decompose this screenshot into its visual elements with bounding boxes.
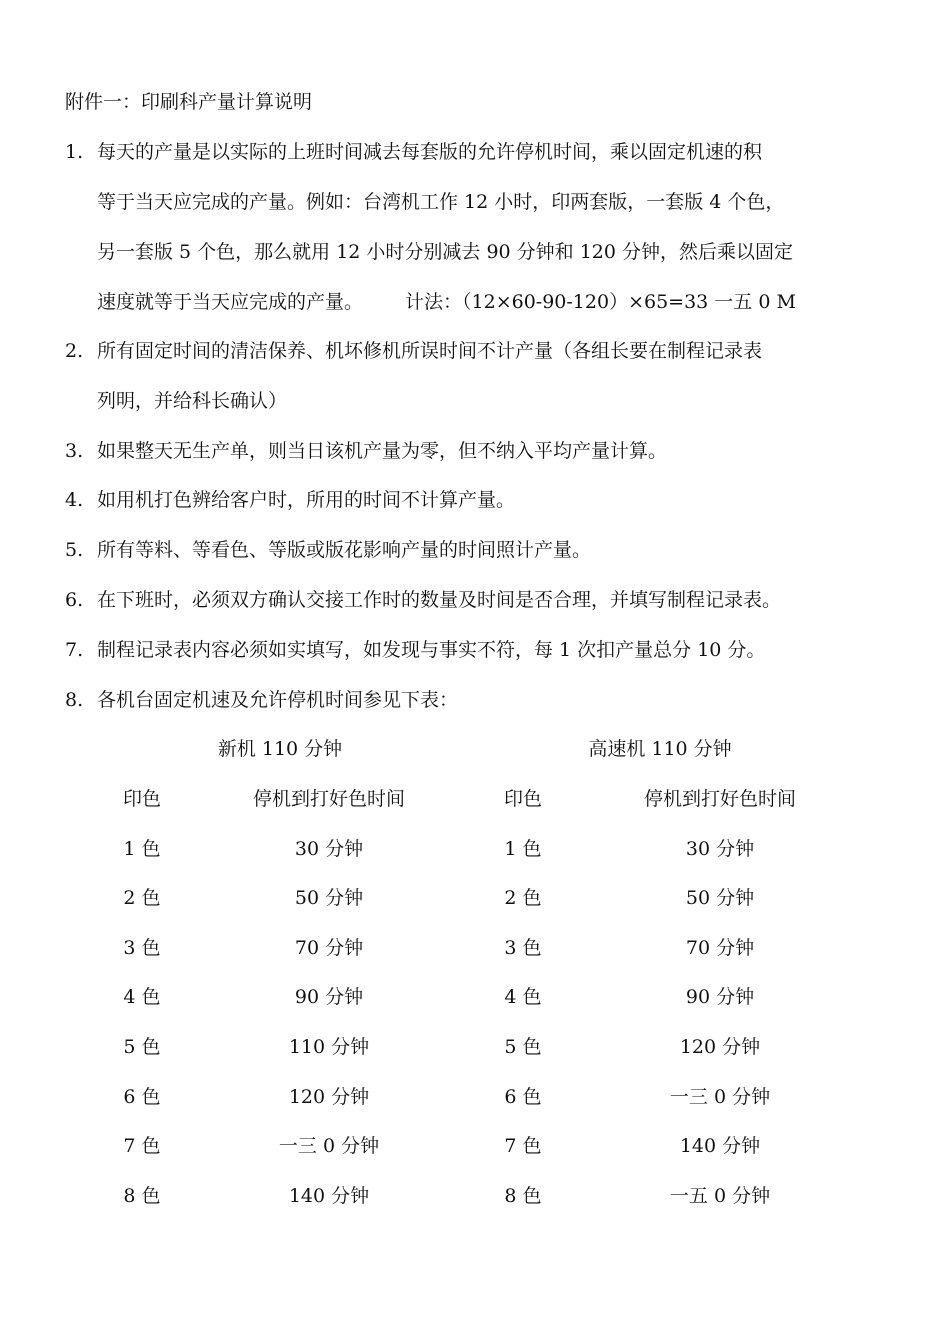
table-cell-color: 5 色 <box>123 1036 161 1058</box>
list-item-text: 等于当天应完成的产量。例如：台湾机工作 12 小时，印两套版，一套版 4 个色， <box>97 191 785 213</box>
column-header-color: 印色 <box>503 788 542 810</box>
table-cell-color: 1 色 <box>504 838 542 860</box>
table-cell-color: 2 色 <box>504 887 542 909</box>
table-cell-color: 6 色 <box>123 1086 161 1108</box>
table-cell-color: 5 色 <box>504 1036 542 1058</box>
calculation-formula: 计法：（12×60-90-120）×65=33 一五 0 M <box>405 291 796 313</box>
list-item-number: 6. <box>65 589 84 611</box>
table-cell-time: 一五 0 分钟 <box>669 1185 771 1207</box>
table-cell-time: 140 分钟 <box>288 1185 370 1207</box>
list-item-text: 每天的产量是以实际的上班时间减去每套版的允许停机时间，乘以固定机速的积 <box>97 141 763 163</box>
table-title-high-speed-machine: 高速机 110 分钟 <box>588 738 732 760</box>
table-cell-color: 4 色 <box>504 986 542 1008</box>
list-item-number: 1. <box>65 141 84 163</box>
table-cell-time: 一三 0 分钟 <box>669 1086 771 1108</box>
list-item-text: 制程记录表内容必须如实填写，如发现与事实不符，每 1 次扣产量总分 10 分。 <box>97 639 766 661</box>
table-cell-time: 50 分钟 <box>294 887 364 909</box>
list-item-number: 7. <box>65 639 84 661</box>
list-item-text-with-calc <box>97 288 796 316</box>
list-item-text: 速度就等于当天应完成的产量。 <box>97 291 364 313</box>
table-cell-color: 1 色 <box>123 838 161 860</box>
table-cell-color: 4 色 <box>123 986 161 1008</box>
list-item-number: 3. <box>65 440 84 462</box>
table-cell-time: 120 分钟 <box>679 1036 761 1058</box>
table-cell-time: 一三 0 分钟 <box>278 1135 380 1157</box>
table-cell-color: 8 色 <box>123 1185 161 1207</box>
table-cell-time: 70 分钟 <box>294 937 364 959</box>
list-item-text: 列明，并给科长确认） <box>97 390 288 412</box>
table-cell-time: 30 分钟 <box>294 838 364 860</box>
table-cell-color: 2 色 <box>123 887 161 909</box>
table-cell-time: 30 分钟 <box>685 838 755 860</box>
list-item-text: 另一套版 5 个色，那么就用 12 小时分别减去 90 分钟和 120 分钟，然后乘以固定 <box>97 241 794 263</box>
table-cell-time: 110 分钟 <box>288 1036 370 1058</box>
list-item-text: 如用机打色辨给客户时，所用的时间不计算产量。 <box>97 489 516 511</box>
list-item-number: 8. <box>65 689 84 711</box>
table-cell-color: 8 色 <box>504 1185 542 1207</box>
table-cell-time: 120 分钟 <box>288 1086 370 1108</box>
table-cell-color: 3 色 <box>123 937 161 959</box>
list-item-number: 5. <box>65 539 84 561</box>
table-cell-color: 7 色 <box>123 1135 161 1157</box>
list-item-number: 4. <box>65 489 84 511</box>
table-cell-time: 50 分钟 <box>685 887 755 909</box>
list-item-text: 所有固定时间的清洁保养、机坏修机所误时间不计产量（各组长要在制程记录表 <box>97 340 763 362</box>
list-item-text: 在下班时，必须双方确认交接工作时的数量及时间是否合理，并填写制程记录表。 <box>97 589 782 611</box>
column-header-color: 印色 <box>122 788 161 810</box>
table-cell-color: 7 色 <box>504 1135 542 1157</box>
table-cell-color: 6 色 <box>504 1086 542 1108</box>
table-cell-color: 3 色 <box>504 937 542 959</box>
table-cell-time: 90 分钟 <box>685 986 755 1008</box>
list-item-text: 所有等料、等看色、等版或版花影响产量的时间照计产量。 <box>97 539 592 561</box>
list-item-text: 如果整天无生产单，则当日该机产量为零，但不纳入平均产量计算。 <box>97 440 668 462</box>
table-title-new-machine: 新机 110 分钟 <box>217 738 343 760</box>
table-cell-time: 140 分钟 <box>679 1135 761 1157</box>
page-title: 附件一：印刷科产量计算说明 <box>65 91 313 113</box>
list-item-number: 2. <box>65 340 84 362</box>
column-header-time: 停机到打好色时间 <box>643 788 796 810</box>
column-header-time: 停机到打好色时间 <box>252 788 405 810</box>
list-item-text: 各机台固定机速及允许停机时间参见下表： <box>97 689 459 711</box>
table-cell-time: 90 分钟 <box>294 986 364 1008</box>
table-cell-time: 70 分钟 <box>685 937 755 959</box>
